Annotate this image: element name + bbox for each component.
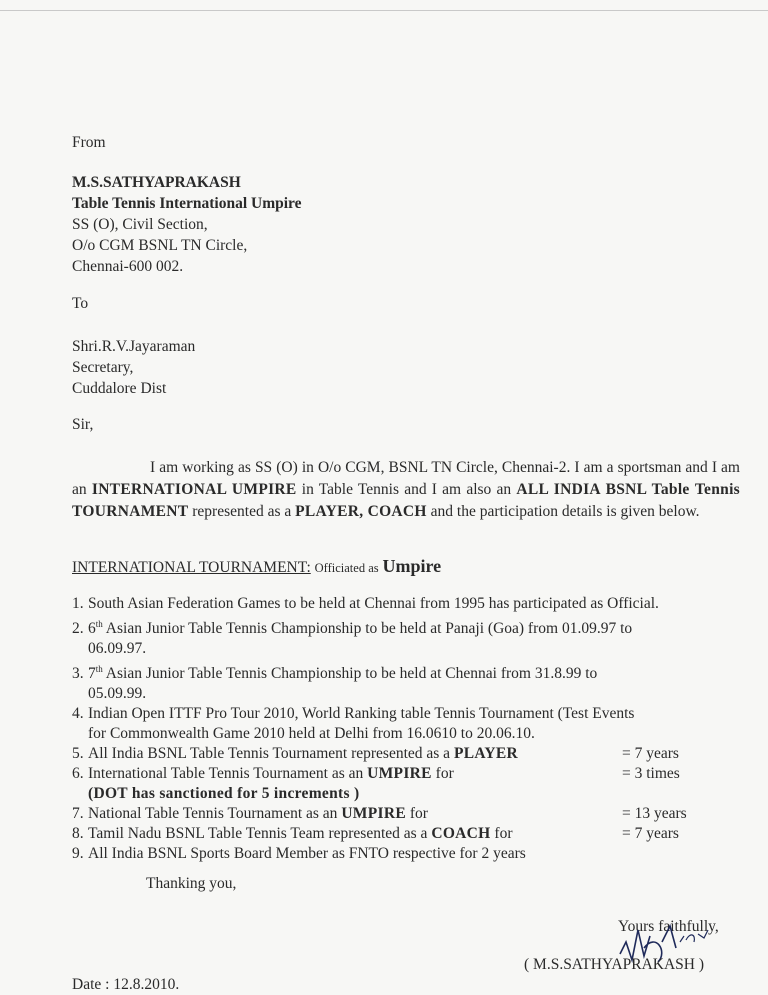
sender-line2: O/o CGM BSNL TN Circle, (72, 237, 248, 254)
section-heading-row (72, 556, 441, 579)
closing: Thanking you, (146, 875, 237, 892)
recipient-line2: Cuddalore Dist (72, 380, 167, 397)
section-sub: Officiated as (314, 561, 379, 575)
body-text-3: represented as a (192, 503, 292, 520)
sender-title: Table Tennis International Umpire (72, 195, 302, 212)
list-item: 3. 7th Asian Junior Table Tennis Championship to be held at Chennai from 31.8.99 to 05.09.99. (72, 664, 598, 703)
body-text-4: and the participation details is given below. (430, 503, 700, 520)
list-item: 1. South Asian Federation Games to be held at Chennai from 1995 has participated as Official. (72, 595, 659, 612)
list-item: 2. 6th Asian Junior Table Tennis Championship to be held at Panaji (Goa) from 01.09.97 to 06.09.97. (72, 619, 633, 658)
sender-name: M.S.SATHYAPRAKASH (72, 174, 241, 191)
sender-line1: SS (O), Civil Section, (72, 216, 208, 233)
signature-name: ( M.S.SATHYAPRAKASH ) (524, 956, 705, 973)
list-item: 4. Indian Open ITTF Pro Tour 2010, World Ranking table Tennis Tournament (Test Events for Commonwealth Game 2010 held at Delhi from 16.0610 to 20.06.10. (72, 705, 635, 743)
body-paragraph (72, 457, 740, 523)
body-bold-2: ALL INDIA BSNL Table Tennis TOURNAMENT (72, 481, 741, 520)
section-role: Umpire (382, 556, 442, 576)
section-heading: INTERNATIONAL TOURNAMENT: (72, 559, 311, 576)
list-item: 9. All India BSNL Sports Board Member as FNTO respective for 2 years (72, 845, 526, 863)
sender-block (72, 172, 302, 277)
body-bold-3: PLAYER, COACH (295, 503, 427, 520)
recipient-line1: Secretary, (72, 359, 134, 376)
body-text-1: I am working as SS (O) in O/o CGM, BSNL TN Circle, Chennai-2. I am a sportsman and I am an (72, 459, 740, 498)
date: Date : 12.8.2010. (72, 976, 180, 993)
body-bold-1: INTERNATIONAL UMPIRE (91, 481, 297, 498)
sign-off: Yours faithfully, (618, 918, 719, 935)
body-text-2: in Table Tennis and I am also an (301, 481, 512, 498)
sender-line3: Chennai-600 002. (72, 258, 184, 275)
recipient-name: Shri.R.V.Jayaraman (72, 338, 196, 355)
tournament-list (72, 594, 740, 864)
list-item: 8. Tamil Nadu BSNL Table Tennis Team represented as a COACH for = 7 years (72, 825, 679, 843)
from-label: From (72, 134, 106, 151)
to-label: To (72, 295, 89, 312)
top-edge-line (0, 10, 768, 11)
recipient-block (72, 336, 195, 399)
list-item: 6. International Table Tennis Tournament as an UMPIRE for = 3 times (DOT has sanctioned for 5 increments ) (72, 765, 680, 803)
salutation: Sir, (72, 416, 94, 433)
list-item: 7. National Table Tennis Tournament as an UMPIRE for = 13 years (72, 805, 687, 823)
list-item: 5. All India BSNL Table Tennis Tournament represented as a PLAYER = 7 years (72, 745, 679, 763)
